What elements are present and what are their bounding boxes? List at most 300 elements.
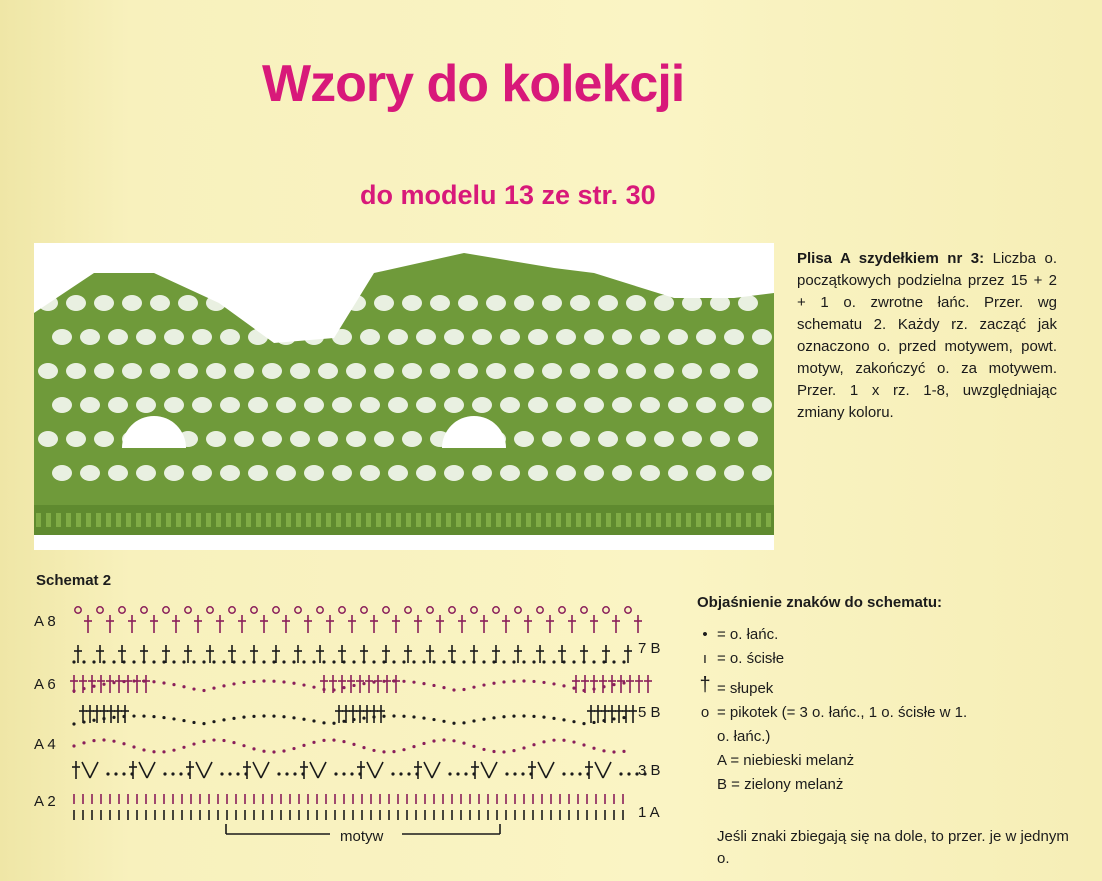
lace-hole xyxy=(234,295,254,311)
picot-stitch xyxy=(581,607,587,613)
chain-stitch xyxy=(448,772,451,775)
chain-stitch xyxy=(332,688,335,691)
chain-stitch xyxy=(162,660,165,663)
lace-hole xyxy=(654,295,674,311)
chain-stitch xyxy=(172,749,175,752)
chain-stitch xyxy=(452,688,455,691)
chain-stitch xyxy=(142,660,145,663)
row-label-right-7: 7 B xyxy=(638,640,661,657)
chain-stitch xyxy=(352,684,355,687)
chain-stitch xyxy=(350,772,353,775)
v-stitch-left xyxy=(253,762,261,778)
chain-stitch xyxy=(152,715,155,718)
chain-stitch xyxy=(442,686,445,689)
picot-stitch xyxy=(229,607,235,613)
lace-stitch xyxy=(176,513,181,527)
legend-text: A = niebieski melanż xyxy=(717,752,855,769)
chain-stitch xyxy=(505,772,508,775)
lace-hole xyxy=(262,363,282,379)
lace-hole xyxy=(276,465,296,481)
legend-text: = o. łańc. xyxy=(717,626,779,643)
chain-stitch xyxy=(262,679,265,682)
lace-hole xyxy=(640,329,660,345)
lace-hole xyxy=(234,431,254,447)
legend-item-chain xyxy=(697,624,1077,648)
chain-stitch xyxy=(472,745,475,748)
chain-stitch xyxy=(192,660,195,663)
chain-stitch xyxy=(162,750,165,753)
lace-hole xyxy=(570,295,590,311)
picot-stitch xyxy=(273,607,279,613)
chain-stitch xyxy=(542,716,545,719)
legend-text: o. łańc.) xyxy=(717,728,771,745)
chain-stitch xyxy=(252,680,255,683)
chain-stitch xyxy=(552,739,555,742)
picot-stitch xyxy=(75,607,81,613)
lace-hole xyxy=(136,465,156,481)
chain-stitch xyxy=(532,680,535,683)
chain-stitch xyxy=(262,714,265,717)
lace-hole xyxy=(122,363,142,379)
chain-stitch xyxy=(462,721,465,724)
picot-stitch xyxy=(119,607,125,613)
lace-hole xyxy=(122,295,142,311)
lace-hole xyxy=(640,397,660,413)
chain-stitch xyxy=(312,686,315,689)
chain-stitch xyxy=(192,687,195,690)
chain-stitch xyxy=(392,679,395,682)
lace-stitch xyxy=(616,513,621,527)
chain-stitch xyxy=(602,749,605,752)
chain-stitch xyxy=(592,721,595,724)
lace-stitch xyxy=(526,513,531,527)
lace-hole xyxy=(710,363,730,379)
lace-stitch xyxy=(536,513,541,527)
v-stitch-right xyxy=(546,762,554,778)
lace-stitch xyxy=(716,513,721,527)
lace-hole xyxy=(178,295,198,311)
chain-stitch xyxy=(562,684,565,687)
v-stitch-left xyxy=(310,762,318,778)
lace-hole xyxy=(682,431,702,447)
chain-stitch xyxy=(372,681,375,684)
chain-stitch xyxy=(392,750,395,753)
chain-stitch xyxy=(412,745,415,748)
lace-hole xyxy=(626,431,646,447)
lace-hole xyxy=(696,465,716,481)
lace-hole xyxy=(346,295,366,311)
lace-hole xyxy=(598,363,618,379)
chain-stitch xyxy=(242,716,245,719)
lace-hole xyxy=(556,397,576,413)
v-stitch-right xyxy=(261,762,269,778)
chain-stitch xyxy=(562,660,565,663)
chain-stitch xyxy=(302,718,305,721)
lace-hole xyxy=(626,363,646,379)
lace-hole xyxy=(52,397,72,413)
lace-hole xyxy=(80,397,100,413)
lace-hole xyxy=(724,397,744,413)
page-subtitle: do modelu 13 ze str. 30 xyxy=(360,180,656,210)
chain-stitch xyxy=(612,717,615,720)
lace-hole xyxy=(108,329,128,345)
lace-stitch xyxy=(166,513,171,527)
lace-hole xyxy=(416,329,436,345)
picot-stitch xyxy=(361,607,367,613)
lace-stitch xyxy=(516,513,521,527)
lace-stitch xyxy=(476,513,481,527)
picot-stitch xyxy=(625,607,631,613)
chain-stitch xyxy=(222,739,225,742)
chain-stitch xyxy=(512,715,515,718)
chain-stitch xyxy=(482,683,485,686)
chain-stitch xyxy=(627,772,630,775)
chain-stitch xyxy=(220,772,223,775)
lace-hole xyxy=(556,465,576,481)
chain-stitch xyxy=(202,740,205,743)
picot-stitch xyxy=(207,607,213,613)
picot-stitch xyxy=(317,607,323,613)
lace-hole xyxy=(668,329,688,345)
chain-stitch xyxy=(182,660,185,663)
chain-stitch xyxy=(482,748,485,751)
chain-stitch xyxy=(512,749,515,752)
chain-stitch xyxy=(322,688,325,691)
legend-item-color-b xyxy=(697,774,1077,798)
chain-stitch xyxy=(432,660,435,663)
lace-photo xyxy=(34,243,774,550)
lace-stitch xyxy=(336,513,341,527)
lace-stitch xyxy=(326,513,331,527)
chain-stitch xyxy=(542,681,545,684)
chain-stitch xyxy=(362,716,365,719)
lace-hole xyxy=(752,397,772,413)
chain-stitch xyxy=(572,720,575,723)
lace-stitch xyxy=(466,513,471,527)
chain-stitch xyxy=(402,748,405,751)
row-label-left-6: A 6 xyxy=(34,676,56,693)
v-stitch-right xyxy=(204,762,212,778)
v-stitch-left xyxy=(424,762,432,778)
lace-hole xyxy=(598,295,618,311)
lace-hole xyxy=(304,397,324,413)
chain-stitch xyxy=(552,682,555,685)
chain-stitch xyxy=(592,687,595,690)
chain-stitch xyxy=(334,772,337,775)
chain-stitch xyxy=(92,660,95,663)
chain-stitch xyxy=(272,715,275,718)
chain-stitch xyxy=(352,743,355,746)
picot-stitch xyxy=(559,607,565,613)
lace-stitch xyxy=(226,513,231,527)
lace-stitch xyxy=(316,513,321,527)
lace-stitch xyxy=(546,513,551,527)
chain-stitch xyxy=(132,745,135,748)
lace-hole xyxy=(514,295,534,311)
chain-stitch xyxy=(106,772,109,775)
chain-stitch xyxy=(272,660,275,663)
lace-hole xyxy=(528,329,548,345)
chain-stitch xyxy=(152,750,155,753)
lace-hole xyxy=(276,329,296,345)
chain-stitch xyxy=(432,739,435,742)
chain-stitch xyxy=(502,660,505,663)
chain-stitch xyxy=(242,744,245,747)
lace-hole xyxy=(206,363,226,379)
chain-stitch xyxy=(163,772,166,775)
chain-stitch xyxy=(452,722,455,725)
chain-stitch xyxy=(302,744,305,747)
chain-stitch xyxy=(92,739,95,742)
chain-stitch xyxy=(342,686,345,689)
lace-stitch xyxy=(436,513,441,527)
chain-stitch xyxy=(332,660,335,663)
chain-stitch xyxy=(114,772,117,775)
chain-stitch xyxy=(452,660,455,663)
lace-stitch xyxy=(386,513,391,527)
lace-stitch xyxy=(486,513,491,527)
lace-stitch xyxy=(396,513,401,527)
chain-stitch xyxy=(592,660,595,663)
lace-hole xyxy=(654,363,674,379)
single-crochet-symbol-icon: ı xyxy=(702,650,708,667)
chain-stitch xyxy=(582,722,585,725)
lace-hole xyxy=(668,465,688,481)
lace-stitch xyxy=(596,513,601,527)
lace-hole xyxy=(276,397,296,413)
chain-stitch xyxy=(312,660,315,663)
lace-hole xyxy=(360,329,380,345)
chain-stitch xyxy=(262,750,265,753)
chain-stitch xyxy=(412,660,415,663)
chain-stitch xyxy=(132,714,135,717)
lace-hole xyxy=(346,431,366,447)
chain-stitch xyxy=(602,685,605,688)
chain-stitch xyxy=(172,683,175,686)
picot-stitch xyxy=(295,607,301,613)
chain-stitch xyxy=(228,772,231,775)
lace-stitch xyxy=(626,513,631,527)
lace-hole xyxy=(388,329,408,345)
chain-stitch xyxy=(122,772,125,775)
lace-hole xyxy=(500,397,520,413)
chain-stitch xyxy=(362,746,365,749)
lace-hole xyxy=(682,363,702,379)
v-stitch-right xyxy=(318,762,326,778)
chain-stitch xyxy=(432,684,435,687)
lace-stitch xyxy=(136,513,141,527)
chain-stitch xyxy=(152,660,155,663)
picot-stitch xyxy=(185,607,191,613)
lace-stitch xyxy=(496,513,501,527)
chain-stitch xyxy=(522,679,525,682)
lace-stitch xyxy=(646,513,651,527)
lace-hole xyxy=(290,295,310,311)
chain-stitch xyxy=(622,750,625,753)
lace-hole xyxy=(402,295,422,311)
chain-stitch xyxy=(102,683,105,686)
row-label-right-5: 5 B xyxy=(638,704,661,721)
lace-stitch xyxy=(106,513,111,527)
chain-stitch xyxy=(292,747,295,750)
lace-hole xyxy=(290,431,310,447)
lace-hole xyxy=(542,363,562,379)
chain-stitch xyxy=(482,660,485,663)
chain-stitch xyxy=(92,719,95,722)
lace-stitch xyxy=(606,513,611,527)
lace-hole xyxy=(388,397,408,413)
chain-stitch xyxy=(512,680,515,683)
lace-hole xyxy=(108,465,128,481)
lace-hole xyxy=(738,295,758,311)
lace-stitch xyxy=(296,513,301,527)
picot-stitch xyxy=(97,607,103,613)
chain-stitch xyxy=(172,717,175,720)
chain-stitch xyxy=(252,660,255,663)
lace-hole xyxy=(752,329,772,345)
chain-stitch xyxy=(502,715,505,718)
chain-stitch xyxy=(292,716,295,719)
chain-stitch xyxy=(362,660,365,663)
chain-stitch xyxy=(432,718,435,721)
chain-stitch xyxy=(602,660,605,663)
picot-stitch xyxy=(471,607,477,613)
lace-hole xyxy=(486,363,506,379)
lace-hole xyxy=(318,363,338,379)
lace-stitch xyxy=(96,513,101,527)
lace-hole xyxy=(472,397,492,413)
chain-stitch xyxy=(612,750,615,753)
lace-hole xyxy=(640,465,660,481)
lace-hole xyxy=(248,329,268,345)
chain-stitch xyxy=(192,721,195,724)
lace-stitch xyxy=(246,513,251,527)
lace-hole xyxy=(444,397,464,413)
lace-hole xyxy=(80,329,100,345)
lace-hole xyxy=(192,329,212,345)
lace-hole xyxy=(500,329,520,345)
lace-hole xyxy=(164,329,184,345)
picot-symbol-icon: o xyxy=(700,704,710,721)
lace-hole xyxy=(374,295,394,311)
v-stitch-left xyxy=(82,762,90,778)
chain-stitch xyxy=(482,718,485,721)
lace-hole xyxy=(80,465,100,481)
chain-stitch xyxy=(142,748,145,751)
chain-stitch xyxy=(72,722,75,725)
chain-stitch xyxy=(292,682,295,685)
chain-stitch xyxy=(402,680,405,683)
chain-stitch xyxy=(522,714,525,717)
chain-stitch xyxy=(422,742,425,745)
lace-hole xyxy=(38,363,58,379)
lace-stitch xyxy=(456,513,461,527)
lace-hole xyxy=(374,431,394,447)
lace-stitch xyxy=(86,513,91,527)
chain-stitch xyxy=(532,743,535,746)
picot-stitch xyxy=(515,607,521,613)
chain-stitch xyxy=(92,685,95,688)
lace-hole xyxy=(136,329,156,345)
double-crochet-symbol-icon: † xyxy=(699,674,711,696)
chain-stitch xyxy=(222,684,225,687)
lace-hole xyxy=(94,295,114,311)
chain-stitch xyxy=(292,660,295,663)
chain-stitch xyxy=(472,719,475,722)
legend-text: = o. ścisłe xyxy=(717,650,785,667)
chain-stitch xyxy=(282,749,285,752)
lace-hole xyxy=(66,295,86,311)
lace-hole xyxy=(626,295,646,311)
lace-stitch xyxy=(276,513,281,527)
lace-hole xyxy=(472,329,492,345)
lace-hole xyxy=(458,295,478,311)
lace-stitch xyxy=(746,513,751,527)
lace-stitch xyxy=(36,513,41,527)
lace-hole xyxy=(402,363,422,379)
chain-stitch xyxy=(392,714,395,717)
chain-stitch xyxy=(492,750,495,753)
chain-stitch xyxy=(582,689,585,692)
lace-hole xyxy=(570,363,590,379)
chain-stitch xyxy=(182,746,185,749)
lace-hole xyxy=(52,465,72,481)
lace-hole xyxy=(192,397,212,413)
v-stitch-left xyxy=(196,762,204,778)
lace-hole xyxy=(332,465,352,481)
picot-stitch xyxy=(603,607,609,613)
lace-hole xyxy=(430,295,450,311)
chain-stitch xyxy=(212,738,215,741)
v-stitch-right xyxy=(375,762,383,778)
chain-stitch xyxy=(382,660,385,663)
v-stitch-left xyxy=(139,762,147,778)
chain-stitch xyxy=(252,747,255,750)
show-through-text xyxy=(40,52,270,184)
chain-stitch xyxy=(521,772,524,775)
chain-stitch xyxy=(112,660,115,663)
lace-stitch xyxy=(656,513,661,527)
lace-hole xyxy=(248,465,268,481)
instructions-heading: Plisa A szydełkiem nr 3: xyxy=(797,250,985,267)
lace-stitch xyxy=(736,513,741,527)
lace-hole xyxy=(304,329,324,345)
lace-hole xyxy=(444,329,464,345)
chain-stitch xyxy=(462,660,465,663)
lace-stitch xyxy=(576,513,581,527)
instructions-body: Liczba o. początkowych podzielna przez 15 + 2 + 1 o. zwrotne łańc. Przer. wg schematu 2. Każdy rz. zacząć jak oznaczono o. przed motywem, powt. motyw, zakończyć o. za motywem. Przer. 1 x rz. 1-8, uwzględniając zmiany koloru. xyxy=(797,250,1057,421)
row-label-left-4: A 4 xyxy=(34,736,56,753)
lace-stitch xyxy=(346,513,351,527)
chain-stitch xyxy=(72,660,75,663)
lace-stitch xyxy=(56,513,61,527)
v-stitch-left xyxy=(481,762,489,778)
chain-stitch xyxy=(407,772,410,775)
picot-stitch xyxy=(537,607,543,613)
chain-stitch xyxy=(502,680,505,683)
chain-stitch xyxy=(372,660,375,663)
lace-stitch xyxy=(146,513,151,527)
chain-stitch xyxy=(562,718,565,721)
lace-hole xyxy=(416,397,436,413)
chain-stitch xyxy=(222,718,225,721)
chain-stitch xyxy=(282,660,285,663)
picot-stitch xyxy=(251,607,257,613)
lace-hole xyxy=(388,465,408,481)
chain-stitch xyxy=(122,660,125,663)
repeat-label: motyw xyxy=(340,828,384,845)
lace-hole xyxy=(150,295,170,311)
